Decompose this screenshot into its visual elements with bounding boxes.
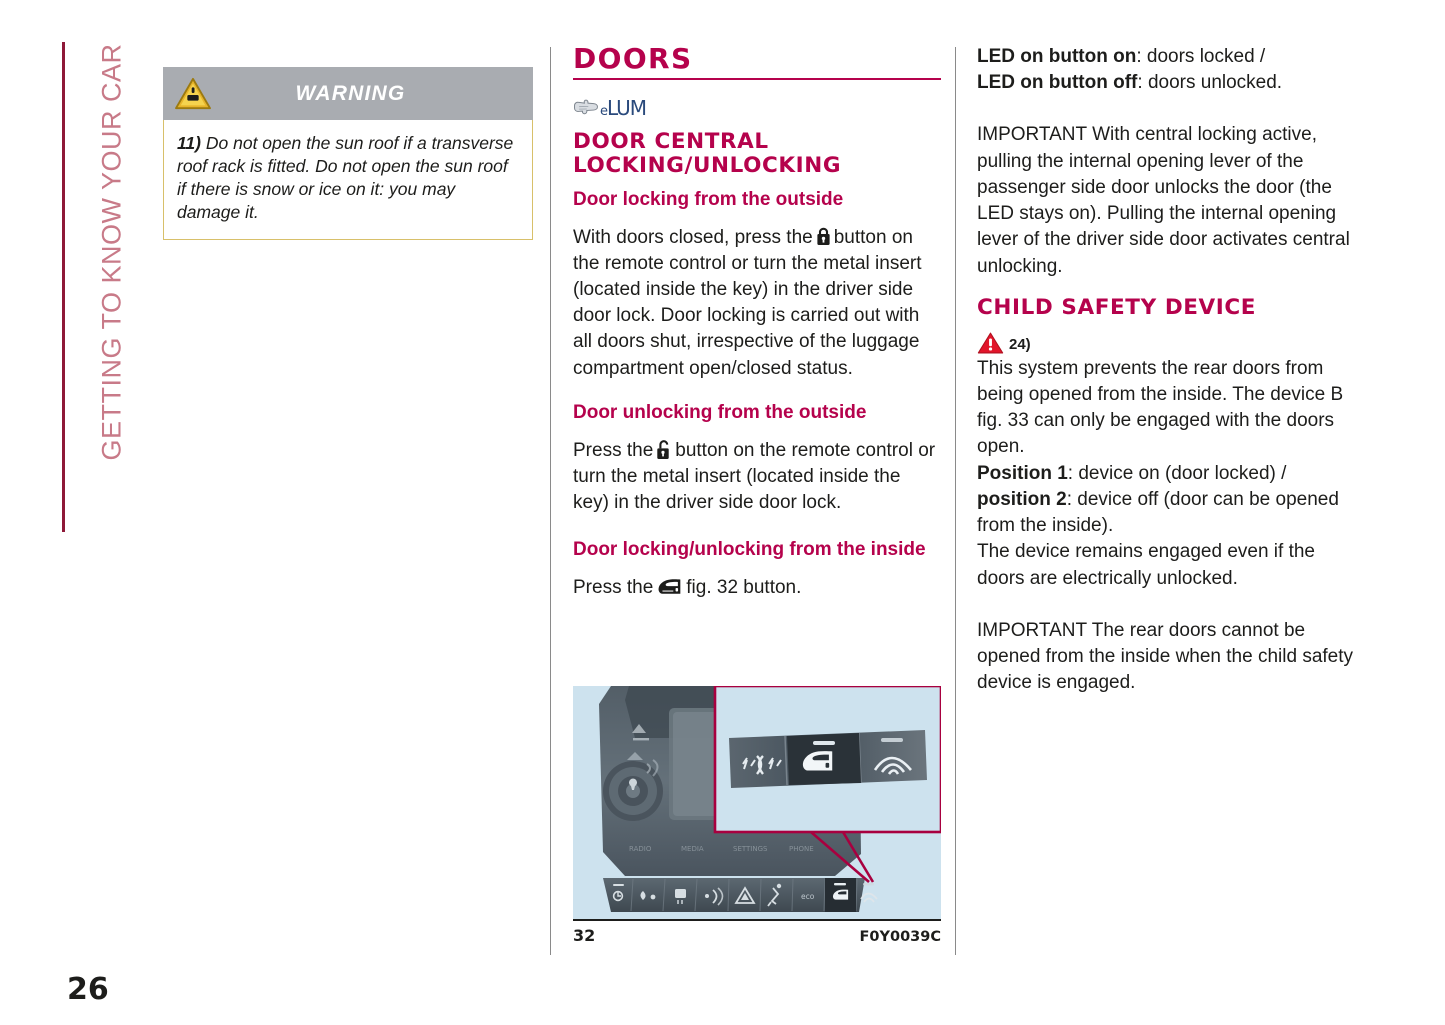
paragraph-locking-inside-part-b: fig. 32 button. bbox=[686, 576, 802, 598]
paragraph-child-safety-1: This system prevents the rear doors from being opened from the inside. The device B fig. 33 can only be engaged with the doors open. bbox=[977, 357, 1344, 458]
warning-box-header bbox=[163, 67, 533, 120]
page-number: 26 bbox=[67, 972, 109, 1007]
paragraph-unlocking-outside bbox=[573, 438, 941, 517]
figure-number: 32 bbox=[573, 926, 596, 945]
svg-text:SETTINGS: SETTINGS bbox=[733, 845, 768, 853]
position-2-label: position 2 bbox=[977, 488, 1067, 510]
elum-lum: LUM bbox=[607, 96, 647, 121]
figure-32-image bbox=[573, 686, 941, 921]
figure-32-caption bbox=[573, 921, 941, 945]
elum-e: e bbox=[600, 104, 607, 120]
column-divider-right bbox=[955, 47, 956, 955]
subheading-locking-outside: Door locking from the outside bbox=[573, 188, 844, 210]
warning-box-title: WARNING bbox=[295, 81, 406, 105]
door-lock-button-icon bbox=[657, 577, 682, 596]
figure-32 bbox=[573, 686, 941, 945]
middle-column bbox=[573, 44, 941, 601]
position-2-text: : device off (door can be opened from the inside). bbox=[977, 488, 1339, 537]
paragraph-locking-outside-part-b: button on the remote control or turn the metal insert (located inside the key) in the driver side door lock. Door locking is carried out with all doors shut, irrespective of the luggage compartment open/closed status. bbox=[573, 226, 922, 379]
section-tab-label: GETTING TO KNOW YOUR CAR bbox=[96, 43, 127, 461]
section-tab bbox=[60, 40, 130, 540]
led-off-label: LED on button off bbox=[977, 72, 1138, 94]
warning-box bbox=[163, 67, 533, 240]
led-on-label: LED on button on bbox=[977, 46, 1137, 67]
led-off-text: : doors unlocked. bbox=[1137, 72, 1283, 94]
position-1-label: Position 1 bbox=[977, 462, 1068, 484]
pointing-hand-icon bbox=[573, 97, 599, 117]
paragraph-important-rear-doors: IMPORTANT The rear doors cannot be opened from the inside when the child safety device is engaged. bbox=[977, 619, 1354, 694]
warning-triangle-red-icon bbox=[977, 331, 1004, 355]
heading-door-central-locking: DOOR CENTRAL LOCKING/UNLOCKING bbox=[573, 129, 842, 179]
alert-note-row bbox=[977, 329, 1355, 355]
paragraph-important-central-locking: IMPORTANT With central locking active, pulling the internal opening lever of the passenger side door unlocks the door (the LED stays on). Pulling the internal opening lever of the driver side door activates central unlocking. bbox=[977, 124, 1350, 277]
section-tab-rule bbox=[62, 42, 65, 532]
elum-badge bbox=[573, 92, 941, 122]
elum-wordmark bbox=[600, 96, 646, 120]
svg-text:PHONE: PHONE bbox=[789, 845, 814, 853]
warning-note-number: 11) bbox=[177, 133, 201, 153]
right-column bbox=[977, 44, 1355, 696]
paragraph-locking-inside bbox=[573, 575, 941, 601]
paragraph-led-states bbox=[977, 44, 1355, 96]
subheading-unlocking-outside: Door unlocking from the outside bbox=[573, 401, 867, 423]
page-title: DOORS bbox=[573, 44, 941, 80]
paragraph-unlocking-outside-part-b: button on the remote control or turn the metal insert (located inside the key) in the driver side door lock. bbox=[573, 439, 936, 514]
paragraph-locking-inside-part-a: Press the bbox=[573, 576, 654, 598]
paragraph-child-safety-2: The device remains engaged even if the doors are electrically unlocked. bbox=[977, 541, 1315, 589]
svg-text:eco: eco bbox=[801, 892, 815, 901]
lock-closed-icon bbox=[816, 226, 831, 246]
warning-box-body bbox=[163, 120, 533, 240]
warning-note-text: Do not open the sun roof if a transverse roof rack is fitted. Do not open the sun roof if there is snow or ice on it: you may damage it. bbox=[177, 133, 514, 223]
lock-open-icon bbox=[656, 439, 672, 460]
led-on-text: : doors locked / bbox=[1136, 46, 1266, 67]
svg-text:MEDIA: MEDIA bbox=[681, 845, 704, 853]
warning-triangle-yellow-icon bbox=[174, 77, 212, 111]
paragraph-locking-outside-part-a: With doors closed, press the bbox=[573, 226, 813, 248]
paragraph-child-safety-positions bbox=[977, 461, 1355, 540]
column-divider-left bbox=[550, 47, 551, 955]
position-1-text: : device on (door locked) / bbox=[1067, 462, 1287, 484]
paragraph-locking-outside bbox=[573, 225, 941, 382]
subheading-locking-inside: Door locking/unlocking from the inside bbox=[573, 538, 926, 560]
heading-child-safety-device: CHILD SAFETY DEVICE bbox=[977, 294, 1257, 320]
alert-note-number: 24) bbox=[1009, 335, 1031, 353]
figure-code: F0Y0039C bbox=[859, 929, 941, 945]
paragraph-unlocking-outside-part-a: Press the bbox=[573, 439, 654, 461]
svg-text:RADIO: RADIO bbox=[629, 845, 652, 853]
